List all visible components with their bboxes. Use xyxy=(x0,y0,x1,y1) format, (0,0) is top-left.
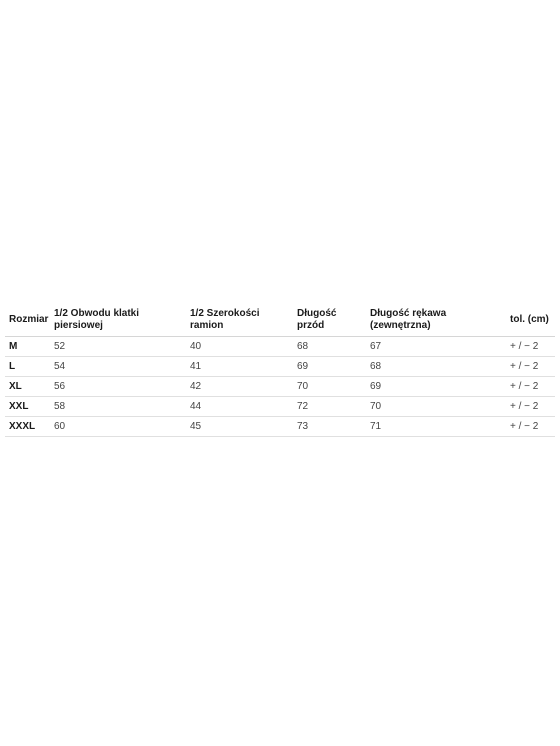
sleeve-length-cell: 67 xyxy=(366,337,501,357)
shoulder-cell: 42 xyxy=(186,377,293,397)
tolerance-cell: + / − 2 xyxy=(501,397,555,417)
size-cell: XXXL xyxy=(5,417,50,437)
header-tolerance: tol. (cm) xyxy=(501,304,555,337)
tolerance-cell: + / − 2 xyxy=(501,357,555,377)
size-chart-table xyxy=(5,304,555,437)
table-row xyxy=(5,357,555,377)
header-sleeve-length: Długość rękawa (zewnętrzna) xyxy=(366,304,501,337)
header-size: Rozmiar xyxy=(5,304,50,337)
shoulder-cell: 45 xyxy=(186,417,293,437)
chest-cell: 58 xyxy=(50,397,186,417)
chest-cell: 60 xyxy=(50,417,186,437)
table-row xyxy=(5,397,555,417)
tolerance-cell: + / − 2 xyxy=(501,377,555,397)
front-length-cell: 72 xyxy=(293,397,366,417)
table-row xyxy=(5,377,555,397)
size-cell: XL xyxy=(5,377,50,397)
table-row xyxy=(5,417,555,437)
shoulder-cell: 44 xyxy=(186,397,293,417)
tolerance-cell: + / − 2 xyxy=(501,337,555,357)
sleeve-length-cell: 70 xyxy=(366,397,501,417)
header-shoulder-half: 1/2 Szerokości ramion xyxy=(186,304,293,337)
front-length-cell: 73 xyxy=(293,417,366,437)
header-chest-half: 1/2 Obwodu klatki piersiowej xyxy=(50,304,186,337)
chest-cell: 52 xyxy=(50,337,186,357)
table-row xyxy=(5,337,555,357)
size-cell: M xyxy=(5,337,50,357)
size-cell: XXL xyxy=(5,397,50,417)
size-cell: L xyxy=(5,357,50,377)
front-length-cell: 68 xyxy=(293,337,366,357)
table-header-row xyxy=(5,304,555,337)
sleeve-length-cell: 71 xyxy=(366,417,501,437)
sleeve-length-cell: 68 xyxy=(366,357,501,377)
front-length-cell: 70 xyxy=(293,377,366,397)
shoulder-cell: 41 xyxy=(186,357,293,377)
sleeve-length-cell: 69 xyxy=(366,377,501,397)
front-length-cell: 69 xyxy=(293,357,366,377)
chest-cell: 54 xyxy=(50,357,186,377)
shoulder-cell: 40 xyxy=(186,337,293,357)
chest-cell: 56 xyxy=(50,377,186,397)
header-front-length: Długość przód xyxy=(293,304,366,337)
tolerance-cell: + / − 2 xyxy=(501,417,555,437)
